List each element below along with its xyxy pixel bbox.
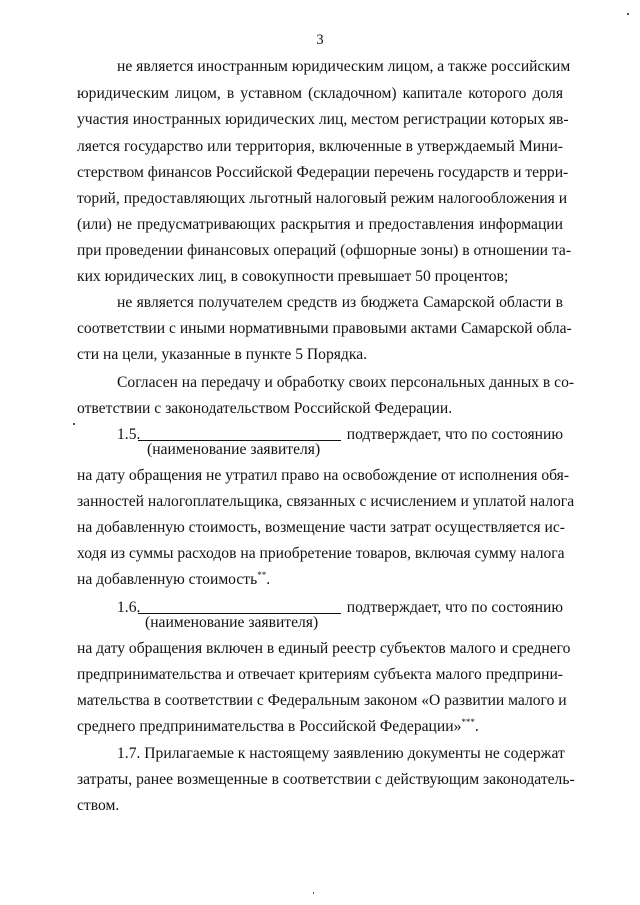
footnote-mark: *** (461, 716, 475, 727)
text-line: занностей налогоплательщика, связанных с исчислением и уплатой налога (77, 493, 575, 510)
text-line: Согласен на передачу и обработку своих персональных данных в со- (117, 374, 575, 391)
scan-speck (313, 892, 314, 894)
text-line: мательства в соответствии с Федеральным законом «О развитии малого и (77, 692, 567, 709)
text-line: ляется государство или территория, включенные в утверждаемый Мини- (77, 138, 563, 155)
text-line: на дату обращения включен в единый реестр субъектов малого и среднего (77, 640, 571, 657)
text-line: при проведении финансовых операций (офшорные зоны) в отношении та- (77, 242, 572, 259)
field-caption: (наименование заявителя) (147, 441, 321, 458)
applicant-name-blank (138, 425, 341, 441)
text-line: ходя из суммы расходов на приобретение товаров, включая сумму налога (77, 545, 565, 562)
text-fragment: на добавленную стоимость (77, 571, 258, 588)
text-line: участия иностранных юридических лиц, местом регистрации которых яв- (77, 111, 569, 128)
text-line: стерством финансов Российской Федерации перечень государств и терри- (77, 164, 569, 181)
text-line: 1.7. Прилагаемые к настоящему заявлению документы не содержат (117, 745, 565, 762)
text-line: не является иностранным юридическим лицом, а также российским (117, 58, 571, 75)
text-line (77, 717, 563, 737)
footnote-mark: ** (257, 569, 267, 580)
text-line: ответствии с законодательством Российской Федерации. (77, 400, 453, 417)
text-line (77, 570, 563, 590)
text-line: на дату обращения не утратил право на освобождение от исполнения обя- (77, 467, 570, 484)
text-fragment: среднего предпринимательства в Российской Федерации» (77, 718, 462, 735)
text-fragment: . (266, 571, 271, 588)
field-row-text: подтверждает, что по состоянию (346, 599, 563, 616)
field-row-text: подтверждает, что по состоянию (346, 426, 563, 443)
text-line: юридическим лицом, в уставном (складочном) капитале которого доля (77, 85, 563, 102)
text-line: затраты, ранее возмещенные в соответствии с действующим законодатель- (77, 771, 575, 788)
text-line: сти на цели, указанные в пункте 5 Порядка. (77, 346, 368, 363)
text-line: на добавленную стоимость, возмещение части затрат осуществляется ис- (77, 519, 565, 536)
page-number: 3 (316, 32, 324, 48)
field-caption: (наименование заявителя) (145, 614, 319, 631)
text-line: не является получателем средств из бюджета Самарской области в (117, 294, 563, 311)
applicant-name-blank (138, 598, 341, 614)
text-line: предпринимательства и отвечает критериям субъекта малого предприни- (77, 666, 563, 683)
item-number: 1.5. (117, 426, 141, 443)
item-number: 1.6. (117, 599, 141, 616)
scan-speck (627, 13, 629, 15)
text-line: (или) не предусматривающих раскрытия и предоставления информации (77, 216, 563, 233)
text-fragment: . (474, 718, 479, 735)
text-line: ством. (77, 797, 120, 814)
text-line: соответствии с иными нормативными правовыми актами Самарской обла- (77, 320, 572, 337)
text-line: торий, предоставляющих льготный налоговый режим налогообложения и (77, 190, 568, 207)
scan-speck (73, 423, 75, 425)
text-line: ких юридических лиц, в совокупности превышает 50 процентов; (77, 268, 509, 285)
